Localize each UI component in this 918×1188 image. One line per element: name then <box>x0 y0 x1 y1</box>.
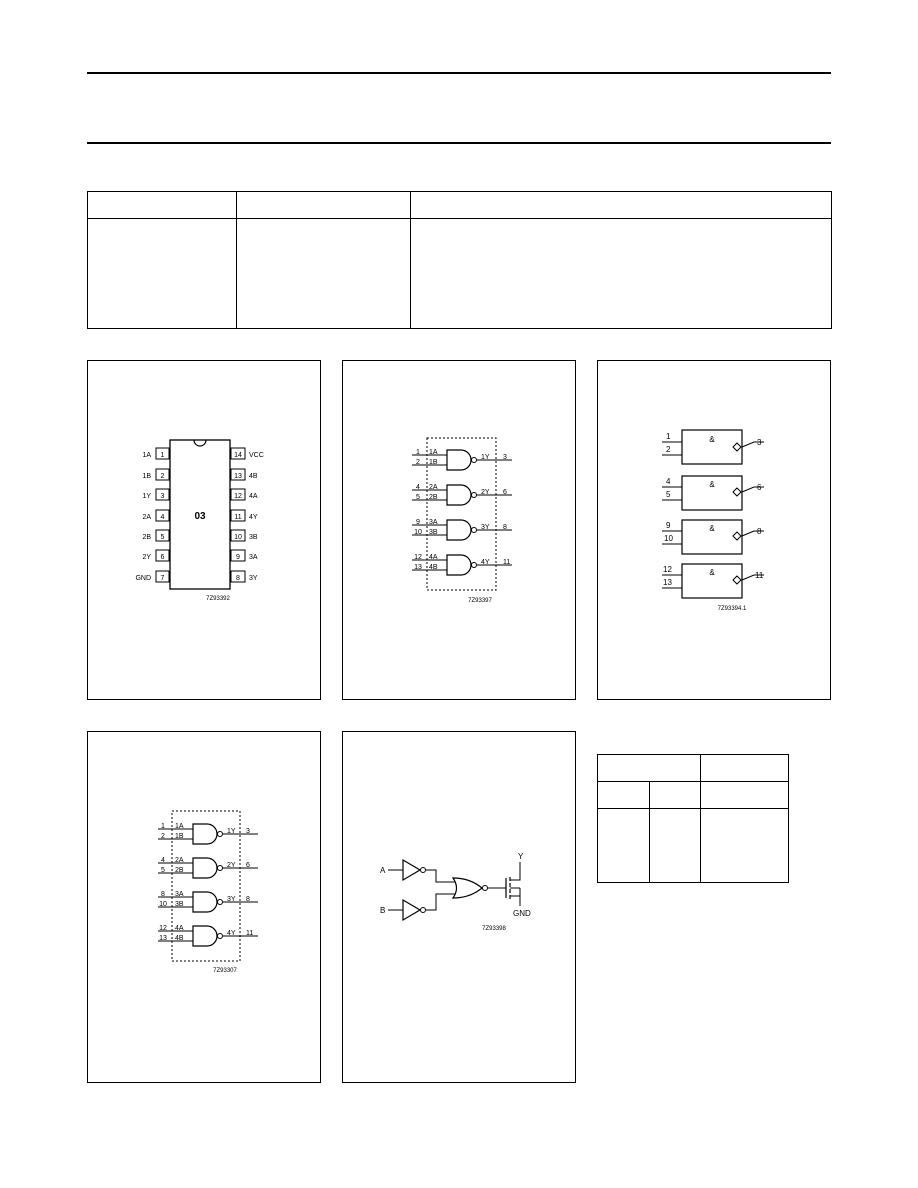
output-label: 1Y <box>481 454 490 461</box>
pin-number: 13 <box>234 473 242 480</box>
pin-number: 1 <box>161 823 165 830</box>
output-label: 2Y <box>481 489 490 496</box>
nor-gate <box>453 878 506 898</box>
pin-number: 4 <box>416 484 420 491</box>
input-label: 2B <box>175 867 184 874</box>
input-label: 1A <box>175 823 184 830</box>
pin-number: 5 <box>666 490 671 499</box>
pin-number: 11 <box>755 571 764 580</box>
ground-label: GND <box>513 909 531 918</box>
pin-number: 4 <box>161 857 165 864</box>
pin-number: 12 <box>414 554 422 561</box>
pin-number: 13 <box>414 564 422 571</box>
pin-number: 11 <box>234 514 242 521</box>
input-label: 2A <box>429 484 438 491</box>
pin-number: 10 <box>234 534 242 541</box>
pin-name: 2Y <box>142 554 151 561</box>
pin-number: 8 <box>236 575 240 582</box>
pin-number: 2 <box>160 473 165 480</box>
and-sign: & <box>709 435 715 444</box>
pin-number: 3 <box>503 454 507 461</box>
ic-device-number: 03 <box>194 511 206 522</box>
and-sign: & <box>709 524 715 533</box>
pin-name: 2A <box>142 514 151 521</box>
pin-name: 1Y <box>142 493 151 500</box>
output-label: 3Y <box>227 896 236 903</box>
input-label: 3A <box>175 891 184 898</box>
pin-name: GND <box>135 575 151 582</box>
figure-code: 7Z93398 <box>482 926 506 932</box>
input-label: 1B <box>175 833 184 840</box>
inverter-a <box>388 860 455 882</box>
pin-name: 3Y <box>249 575 258 582</box>
pin-number: 12 <box>234 493 242 500</box>
figure-code: 7Z93392 <box>206 596 230 602</box>
pin-number: 5 <box>416 494 420 501</box>
pin-name: 4B <box>249 473 258 480</box>
output-y-label: Y <box>518 852 524 861</box>
pin-name: 4A <box>249 493 258 500</box>
open-drain-transistor <box>506 862 520 906</box>
output-label: 4Y <box>227 930 236 937</box>
pin-number: 5 <box>161 867 165 874</box>
pin-number: 10 <box>414 529 422 536</box>
figure-code: 7Z93394.1 <box>717 606 747 612</box>
pin-number: 14 <box>234 452 242 459</box>
pin-number: 6 <box>160 554 165 561</box>
output-label: 1Y <box>227 828 236 835</box>
input-label: 4B <box>175 935 184 942</box>
input-label: 1A <box>429 449 438 456</box>
figure-code: 7Z93307 <box>213 968 237 974</box>
input-label: 3B <box>429 529 438 536</box>
input-a-label: A <box>380 866 386 875</box>
pin-number: 13 <box>159 935 167 942</box>
output-label: 4Y <box>481 559 490 566</box>
pin-number: 12 <box>663 565 672 574</box>
pin-number: 3 <box>160 493 165 500</box>
pin-number: 7 <box>160 575 165 582</box>
pin-number: 6 <box>246 862 250 869</box>
pin-number: 1 <box>416 449 420 456</box>
input-label: 4B <box>429 564 438 571</box>
pin-number: 3 <box>757 438 762 447</box>
input-label: 3A <box>429 519 438 526</box>
output-label: 3Y <box>481 524 490 531</box>
input-label: 3B <box>175 901 184 908</box>
pin-number: 9 <box>666 521 671 530</box>
pin-number: 8 <box>246 896 250 903</box>
pin-number: 12 <box>159 925 167 932</box>
pin-name: 1B <box>142 473 151 480</box>
pin-name: 3A <box>249 554 258 561</box>
pin-number: 4 <box>160 514 165 521</box>
pin-number: 11 <box>246 930 254 937</box>
pin-name: VCC <box>249 452 264 459</box>
pin-number: 4 <box>666 477 671 486</box>
input-label: 4A <box>175 925 184 932</box>
pin-name: 4Y <box>249 514 258 521</box>
pin-number: 9 <box>236 554 240 561</box>
pin-number: 2 <box>161 833 165 840</box>
pin-number: 1 <box>666 432 671 441</box>
pin-number: 10 <box>159 901 167 908</box>
and-sign: & <box>709 480 715 489</box>
pin-number: 6 <box>757 483 762 492</box>
output-label: 2Y <box>227 862 236 869</box>
pin-number: 8 <box>757 527 762 536</box>
pin-name: 3B <box>249 534 258 541</box>
inverter-b <box>388 894 455 920</box>
pin-number: 8 <box>161 891 165 898</box>
pin-number: 2 <box>416 459 420 466</box>
pin-name: 2B <box>142 534 151 541</box>
pin-number: 1 <box>160 452 165 459</box>
pin-number: 9 <box>416 519 420 526</box>
pin-number: 13 <box>663 578 672 587</box>
input-label: 4A <box>429 554 438 561</box>
pin-number: 11 <box>503 559 511 566</box>
pin-number: 10 <box>664 534 673 543</box>
pin-name: 1A <box>142 452 151 459</box>
pin-number: 3 <box>246 828 250 835</box>
input-label: 2B <box>429 494 438 501</box>
pin-number: 8 <box>503 524 507 531</box>
pin-number: 2 <box>666 445 671 454</box>
input-label: 2A <box>175 857 184 864</box>
pin-number: 6 <box>503 489 507 496</box>
figure-code: 7Z93397 <box>468 598 492 604</box>
input-label: 1B <box>429 459 438 466</box>
and-sign: & <box>709 568 715 577</box>
pin-number: 5 <box>160 534 165 541</box>
input-b-label: B <box>380 906 386 915</box>
